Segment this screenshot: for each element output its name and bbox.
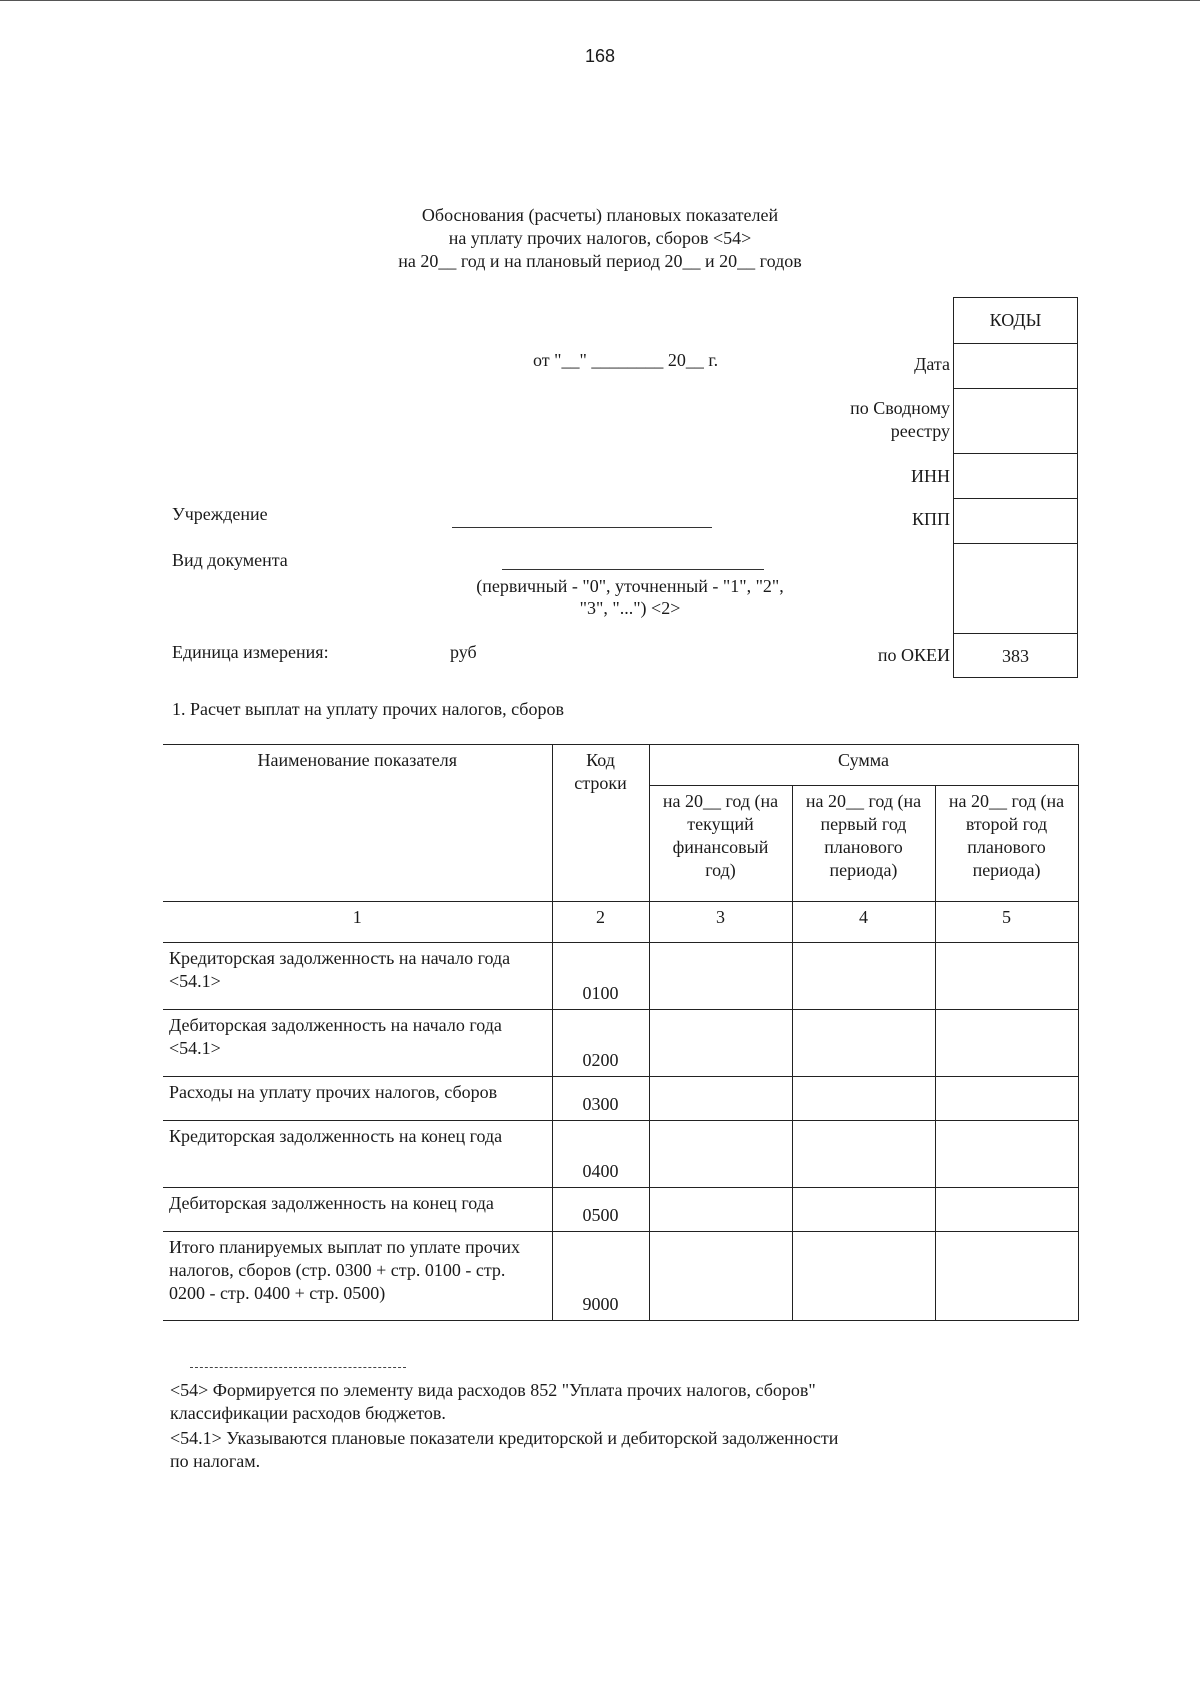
institution-label: Учреждение [172,504,268,524]
date-line: от "__" ________ 20__ г. [533,350,719,370]
section-title: 1. Расчет выплат на уплату прочих налогов, сборов [172,699,564,719]
unit-value: руб [450,642,477,662]
okei-code-cell: 383 [954,633,1077,677]
codes-header: КОДЫ [989,310,1042,330]
header-code: Код строки [552,745,649,902]
col-number: 2 [552,902,649,943]
value-cell [649,1188,792,1232]
table-row [163,943,1078,1010]
row-code: 0400 [552,1121,649,1188]
row-code: 0100 [552,943,649,1010]
value-cell [935,1188,1078,1232]
table-row [163,1077,1078,1121]
consolidated-registry-label: по Сводному реестру [850,398,950,441]
table-row [163,1010,1078,1077]
col-number: 4 [792,902,935,943]
row-name: Дебиторская задолженность на начало года <54.1> [163,1010,552,1077]
table-header-row [163,745,1078,786]
value-cell [792,1010,935,1077]
institution-underline [452,527,712,528]
value-cell [935,1077,1078,1121]
inn-code-cell [954,453,1077,498]
doc-type-hint-2: "3", "...") <2> [579,598,681,618]
value-cell [649,1077,792,1121]
value-cell [935,943,1078,1010]
footnote-54-1: <54.1> Указываются плановые показатели кредиторской и дебиторской задолженности по налогам. [170,1428,839,1471]
title-line-3: на 20__ год и на плановый период 20__ и 20__ годов [398,251,802,271]
row-code: 0200 [552,1010,649,1077]
row-name: Кредиторская задолженность на конец года [163,1121,552,1188]
row-name: Кредиторская задолженность на начало года <54.1> [163,943,552,1010]
value-cell [792,1121,935,1188]
column-numbers-row [163,902,1078,943]
value-cell [649,943,792,1010]
top-border [0,0,1200,1]
col-number: 5 [935,902,1078,943]
page-number: 168 [584,46,616,66]
header-year-1: на 20__ год (на текущий финансовый год) [649,786,792,902]
value-cell [935,1232,1078,1321]
table-row [163,1232,1078,1321]
kpp-code-cell [954,498,1077,543]
date-label: Дата [914,354,950,374]
inn-label: ИНН [911,466,950,486]
footnote-separator [190,1367,406,1368]
header-name: Наименование показателя [163,745,552,902]
header-year-2: на 20__ год (на первый год планового периода) [792,786,935,902]
row-name: Итого планируемых выплат по уплате прочих налогов, сборов (стр. 0300 + стр. 0100 - стр. 0200 - стр. 0400 + стр. 0500) [163,1232,552,1321]
doc-type-underline [502,569,764,570]
date-code-cell [954,343,1077,388]
row-code: 9000 [552,1232,649,1321]
footnote-54: <54> Формируется по элементу вида расходов 852 "Уплата прочих налогов, сборов" классификации расходов бюджетов. [170,1380,816,1423]
payments-table [163,744,1079,1321]
row-name: Дебиторская задолженность на конец года [163,1188,552,1232]
doctype-code-cell [954,543,1077,633]
codes-box [953,297,1078,678]
unit-label: Единица измерения: [172,642,329,662]
title-line-1: Обоснования (расчеты) плановых показателей [421,205,779,225]
title-line-2: на уплату прочих налогов, сборов <54> [448,228,752,248]
doc-type-label: Вид документа [172,550,288,570]
col-number: 1 [163,902,552,943]
registry-code-cell [954,388,1077,453]
header-year-3: на 20__ год (на второй год планового периода) [935,786,1078,902]
table-row [163,1188,1078,1232]
header-sum: Сумма [649,745,1078,786]
value-cell [792,1232,935,1321]
row-code: 0500 [552,1188,649,1232]
value-cell [792,943,935,1010]
row-code: 0300 [552,1077,649,1121]
value-cell [649,1121,792,1188]
value-cell [935,1010,1078,1077]
kpp-label: КПП [911,509,950,529]
row-name: Расходы на уплату прочих налогов, сборов [163,1077,552,1121]
value-cell [792,1077,935,1121]
value-cell [935,1121,1078,1188]
table-row [163,1121,1078,1188]
value-cell [649,1232,792,1321]
value-cell [649,1010,792,1077]
value-cell [792,1188,935,1232]
col-number: 3 [649,902,792,943]
okei-label: по ОКЕИ [877,645,950,665]
doc-type-hint-1: (первичный - "0", уточненный - "1", "2", [476,576,784,596]
